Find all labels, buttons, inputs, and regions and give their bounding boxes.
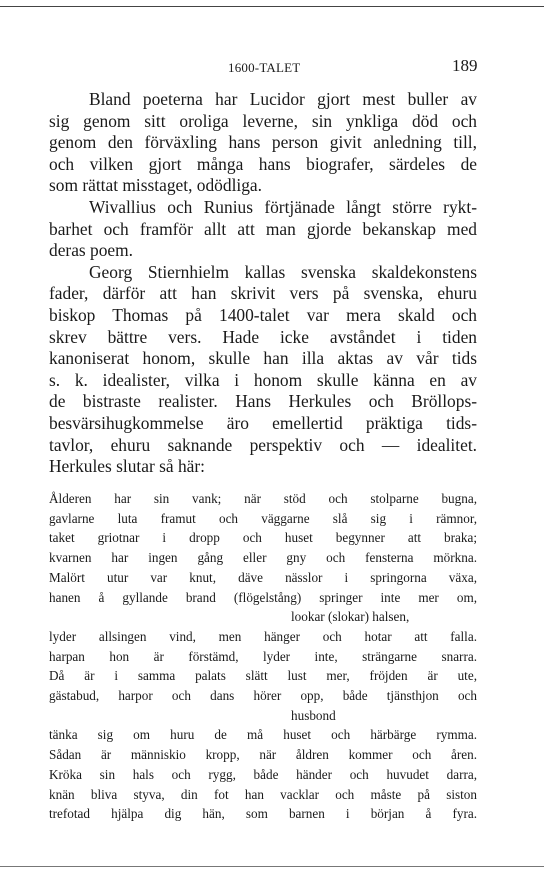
page-number: 189 [452,56,478,75]
poem-line: trefotad hjälpa dig hän, som barnen i början å fyra. [49,806,477,822]
paragraph-stiernhielm [49,262,477,478]
poem-line-continuation: husbond [291,707,336,723]
text-line: genom den förväxling hans person givit anledning till, [49,132,477,153]
text-line: Georg Stiernhielm kallas svenska skaldekonstens [89,261,477,282]
text-line: sig genom sitt oroliga leverne, sin ynkliga död och [49,110,477,131]
text-line: fader, därför att han skrivit vers på svenska, ehuru [49,283,477,304]
poem-line: Kröka sin hals och rygg, både händer och huvudet darra, [49,766,477,782]
poem-line-continuation: lookar (slokar) halsen, [291,609,410,625]
text-line: besvärsihugkommelse äro emellertid präktiga tids- [49,412,477,433]
poem-line: Sådan är människio kropp, när åldren kommer och åren. [49,747,477,763]
text-line: barhet och framför allt att man gjorde bekanskap med [49,218,477,239]
poem-line: taket griotnar i dropp och huset begynner att braka; [49,530,477,546]
running-header-title: 1600-TALET [228,60,301,75]
text-line: som rättat misstaget, odödliga. [49,175,263,196]
text-line: Bland poeterna har Lucidor gjort mest buller av [89,89,477,109]
poem-quotation [49,489,477,824]
poem-line: Ålderen har sin vank; när stöd och stolparne bugna, [49,491,477,506]
text-line: s. k. idealister, vilka i honom skulle känna en av [49,369,477,390]
poem-line: Då är i samma palats slätt lust mer, fröjden är ute, [49,668,477,684]
prose-text [49,89,477,478]
poem-line: kvarnen har ingen gång eller gny och fensterna mörkna. [49,550,477,566]
text-line: Herkules slutar så här: [49,456,205,477]
poem-line: Malört utur var knut, däve nässlor i springorna växa, [49,569,477,585]
poem-line: tänka sig om huru de må huset och härbärge rymma. [49,727,477,743]
top-rule [0,6,544,7]
poem-line: gavlarne luta framut och väggarne slå sig i rämnor, [49,510,477,526]
text-line: tavlor, ehuru saknande perspektiv och — idealitet. [49,434,477,455]
paragraph-wivallius [49,197,477,262]
text-line: biskop Thomas på 1400-talet var mera skald och [49,304,477,325]
text-line: de bistraste realister. Hans Herkules och Bröllops- [49,391,477,412]
text-line: och vilken gjort många hans biografer, särdeles de [49,153,477,174]
text-line: Wivallius och Runius förtjänade långt större rykt- [89,196,477,217]
text-line: skrev bättre vers. Hade icke avståndet i tiden [49,326,477,347]
poem-line: knän bliva styva, din fot han vacklar och måste på siston [49,786,477,802]
text-line: deras poem. [49,240,134,261]
paragraph-lucidor [49,89,477,197]
bottom-rule [0,866,544,867]
poem-line: hanen å gyllande brand (flögelstång) springer inte mer om, [49,589,477,605]
poem-line: lyder allsingen vind, men hänger och hotar att falla. [49,628,477,644]
poem-line: harpan hon är förstämd, lyder inte, strängarne snarra. [49,648,477,664]
text-line: kanoniserat honom, skulle han illa aktas av vår tids [49,348,477,369]
poem-line: gästabud, harpor och dans hörer opp, både tjänsthjon och [49,688,477,704]
